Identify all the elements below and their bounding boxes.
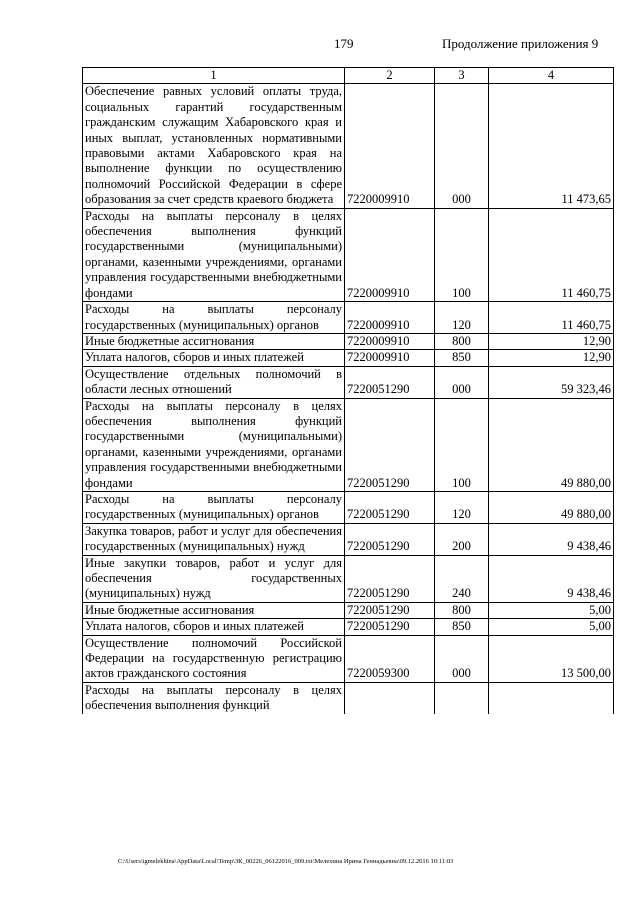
- row-sum: 13 500,00: [489, 635, 614, 682]
- row-name: Расходы на выплаты персоналу государственных (муниципальных) органов: [83, 302, 345, 334]
- table-row: [83, 523, 614, 555]
- row-name: Закупка товаров, работ и услуг для обеспечения государственных (муниципальных) нужд: [83, 523, 345, 555]
- row-sum: 59 323,46: [489, 366, 614, 398]
- row-sum: [489, 682, 614, 713]
- row-type: 850: [435, 350, 489, 366]
- row-code: 7220051290: [345, 602, 435, 618]
- table-row: [83, 302, 614, 334]
- table-row: [83, 555, 614, 602]
- row-name: Обеспечение равных условий оплаты труда, социальных гарантий государственным гражданским служащим Хабаровского края и иных выплат, установленных нормативными правовыми актами Хабаровского края на выполнение функции по осуществлению полномочий Российской Федерации в сфере образования за счет средств краевого бюджета: [83, 84, 345, 208]
- row-code: 7220009910: [345, 302, 435, 334]
- row-name: Расходы на выплаты персоналу в целях обеспечения выполнения функций государственными (муниципальными) органами, казенными учреждениями, органами управления государственными внебюджетными фондами: [83, 208, 345, 301]
- column-header-2: 2: [345, 68, 435, 84]
- table-row: [83, 208, 614, 301]
- row-type: 850: [435, 619, 489, 635]
- page-number: 179: [334, 36, 354, 51]
- table-row: [83, 84, 614, 208]
- row-sum: 5,00: [489, 619, 614, 635]
- row-name: Расходы на выплаты персоналу государственных (муниципальных) органов: [83, 491, 345, 523]
- row-name: Осуществление отдельных полномочий в области лесных отношений: [83, 366, 345, 398]
- row-sum: 49 880,00: [489, 491, 614, 523]
- column-header-1: 1: [83, 68, 345, 84]
- row-code: 7220059300: [345, 635, 435, 682]
- row-code: 7220009910: [345, 350, 435, 366]
- table-header-row: [83, 68, 614, 84]
- row-name: Иные бюджетные ассигнования: [83, 333, 345, 349]
- row-name: Иные закупки товаров, работ и услуг для обеспечения государственных (муниципальных) нужд: [83, 555, 345, 602]
- file-path-footer: C:\Users\igmelekhina\AppData\Local\Temp\ЗК_00226_06122016_009.txt\Мелехина Ирина Геннадьевна\09.12.2016 10:11:03: [118, 858, 454, 865]
- row-sum: 12,90: [489, 333, 614, 349]
- row-name: Уплата налогов, сборов и иных платежей: [83, 350, 345, 366]
- budget-table: [82, 67, 614, 714]
- row-type: 240: [435, 555, 489, 602]
- continuation-label: Продолжение приложения 9: [442, 36, 599, 51]
- row-type: 000: [435, 366, 489, 398]
- row-type: 120: [435, 491, 489, 523]
- row-name: Уплата налогов, сборов и иных платежей: [83, 619, 345, 635]
- row-code: 7220051290: [345, 523, 435, 555]
- row-type: 000: [435, 84, 489, 208]
- table-row: [83, 350, 614, 366]
- row-name: Расходы на выплаты персоналу в целях обеспечения выполнения функций государственными (муниципальными) органами, казенными учреждениями, органами управления государственными внебюджетными фондами: [83, 398, 345, 491]
- row-sum: 9 438,46: [489, 555, 614, 602]
- table-row: [83, 682, 614, 713]
- row-sum: 11 460,75: [489, 302, 614, 334]
- row-type: [435, 682, 489, 713]
- table-row: [83, 491, 614, 523]
- row-type: 800: [435, 602, 489, 618]
- row-code: 7220009910: [345, 84, 435, 208]
- row-sum: 11 473,65: [489, 84, 614, 208]
- row-name: Иные бюджетные ассигнования: [83, 602, 345, 618]
- row-code: 7220051290: [345, 366, 435, 398]
- row-type: 200: [435, 523, 489, 555]
- row-sum: 49 880,00: [489, 398, 614, 491]
- table-row: [83, 333, 614, 349]
- row-sum: 9 438,46: [489, 523, 614, 555]
- row-code: 7220009910: [345, 208, 435, 301]
- row-code: 7220051290: [345, 555, 435, 602]
- row-name: Осуществление полномочий Российской Федерации на государственную регистрацию актов гражданского состояния: [83, 635, 345, 682]
- row-type: 120: [435, 302, 489, 334]
- table-row: [83, 619, 614, 635]
- row-type: 100: [435, 208, 489, 301]
- table-row: [83, 635, 614, 682]
- row-sum: 5,00: [489, 602, 614, 618]
- row-sum: 12,90: [489, 350, 614, 366]
- row-code: 7220051290: [345, 398, 435, 491]
- row-code: 7220051290: [345, 491, 435, 523]
- table-row: [83, 602, 614, 618]
- row-type: 000: [435, 635, 489, 682]
- row-sum: 11 460,75: [489, 208, 614, 301]
- row-code: [345, 682, 435, 713]
- table-row: [83, 366, 614, 398]
- column-header-3: 3: [435, 68, 489, 84]
- row-type: 100: [435, 398, 489, 491]
- row-code: 7220009910: [345, 333, 435, 349]
- column-header-4: 4: [489, 68, 614, 84]
- row-type: 800: [435, 333, 489, 349]
- row-code: 7220051290: [345, 619, 435, 635]
- table-row: [83, 398, 614, 491]
- row-name: Расходы на выплаты персоналу в целях обеспечения выполнения функций: [83, 682, 345, 713]
